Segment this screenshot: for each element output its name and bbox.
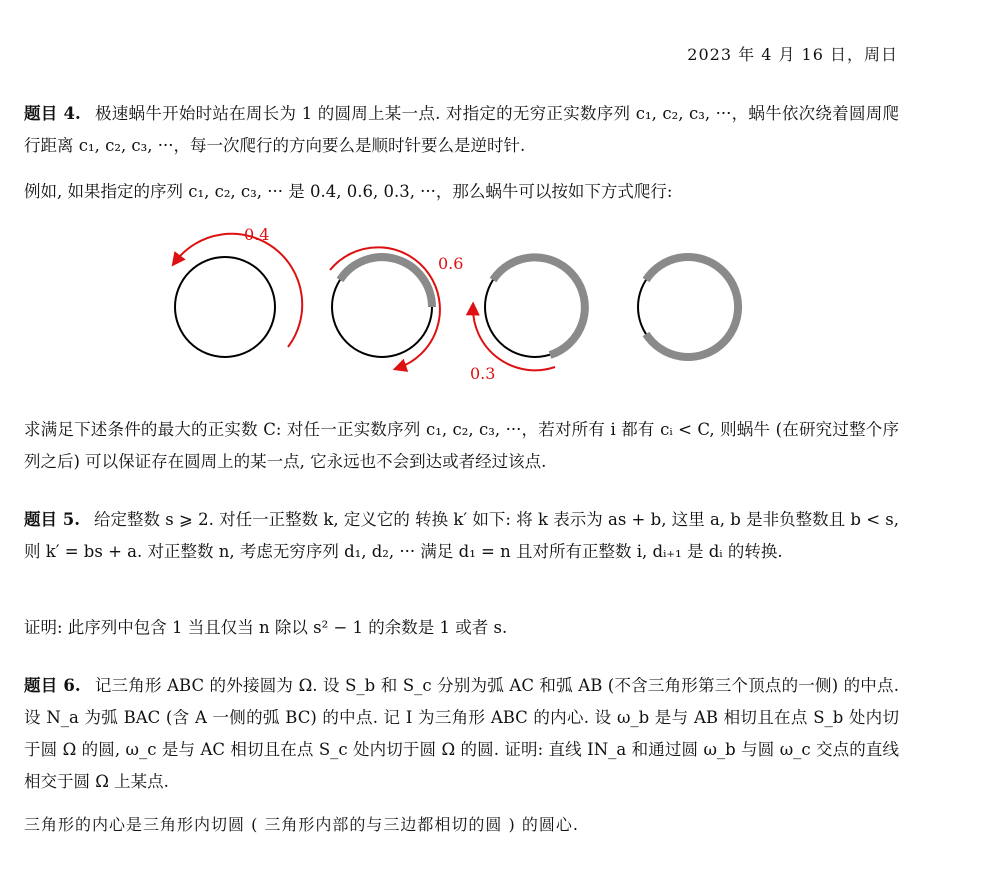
arrow-0.6	[330, 247, 440, 368]
trail-2	[340, 257, 432, 307]
footnote: 三角形的内心是三角形内切圆 ( 三角形内部的与三边都相切的圆 ) 的圆心.	[24, 815, 579, 834]
problem-4-question: 求满足下述条件的最大的正实数 C: 对任一正实数序列 c₁, c₂, c₃, ···，若对所有 i 都有 cᵢ < C, 则蜗牛 (在研究过整个序列之后) 可以保证存在圆周上的某一点, 它永远也不会到达或者经过该点.	[24, 420, 899, 471]
problem-6-statement: 记三角形 ABC 的外接圆为 Ω. 设 S_b 和 S_c 分别为弧 AC 和弧 AB (不含三角形第三个顶点的一侧) 的中点. 设 N_a 为弧 BAC (含 A 一侧的弧 BC) 的中点. 记 I 为三角形 ABC 的内心. 设 ω_b 是与 AB 相切且在点 S_b 处内切于圆 Ω 的圆, ω_c 是与 AC 相切且在点 S_c 处内切于圆 Ω 的圆. 证明: 直线 IN_a 和通过圆 ω_b 与圆 ω_c 交点的直线相交于圆 Ω 上某点.	[24, 676, 899, 791]
problem-5	[24, 504, 899, 568]
problem-4-statement: 极速蜗牛开始时站在周长为 1 的圆周上某一点. 对指定的无穷正实数序列 c₁, c₂, c₃, ···，蜗牛依次绕着圆周爬行距离 c₁, c₂, c₃, ···，每一次爬行的方向要么是顺时针要么是逆时针.	[24, 104, 899, 155]
problem-6-title: 题目 6.	[24, 676, 81, 695]
problem-4	[24, 98, 899, 162]
arrow-0.4	[175, 234, 302, 347]
problem-5-statement: 给定整数 s ⩾ 2. 对任一正整数 k, 定义它的 转换 k′ 如下: 将 k 表示为 as + b, 这里 a, b 是非负整数且 b < s, 则 k′ = bs + a. 对正整数 n, 考虑无穷序列 d₁, d₂, ··· 满足 d₁ = n 且对所有正整数 i, dᵢ₊₁ 是 dᵢ 的转换.	[24, 510, 899, 561]
problem-4-example: 例如, 如果指定的序列 c₁, c₂, c₃, ··· 是 0.4, 0.6, 0.3, ···，那么蜗牛可以按如下方式爬行:	[24, 182, 673, 201]
label-0.6: 0.6	[438, 254, 464, 273]
problem-6	[24, 670, 899, 798]
trail-4	[646, 257, 738, 357]
problem-5-title: 题目 5.	[24, 510, 80, 529]
label-0.3: 0.3	[470, 364, 496, 383]
trail-3	[493, 257, 585, 355]
problem-4-title: 题目 4.	[24, 104, 81, 123]
problem-5-proof: 证明: 此序列中包含 1 当且仅当 n 除以 s² − 1 的余数是 1 或者 s.	[24, 618, 508, 637]
label-0.4: 0.4	[244, 225, 270, 244]
snail-figure	[160, 222, 760, 392]
document-date: 2023 年 4 月 16 日，周日	[687, 45, 898, 64]
circle-1	[175, 257, 275, 357]
